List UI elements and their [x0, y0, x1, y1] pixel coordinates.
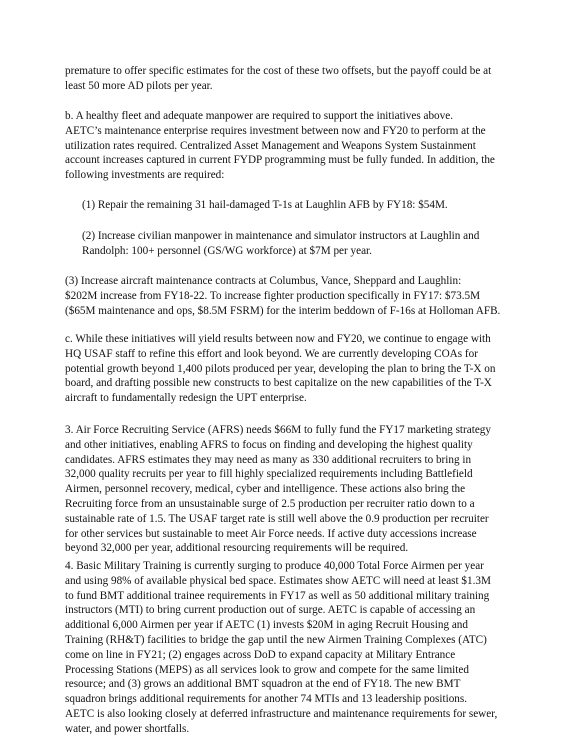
paragraph-4-bmt: 4. Basic Military Training is currently surging to produce 40,000 Total Force Airmen per year and using 98% of available physical bed space. Estimates show AETC will need at least $1.3M to fund BMT additional trainee requirements in FY17 as well as 50 additional military training instructors (MTI) to bring current production out of surge. AETC is capable of accessing an additional 6,000 Airmen per year if AETC (1) invests $20M in aging Recruit Housing and Training (RH&T) facilities to bridge the gap until the new Airmen Training Complexes (ATC) come on line in FY21; (2) engages across DoD to expand capacity at Military Entrance Processing Stations (MEPS) as all services look to grow and compete for the same limited resource; and (3) grows an additional BMT squadron at the end of FY18. The new BMT squadron brings additional requirements for another 74 MTIs and 13 leadership positions. AETC is also looking closely at deferred infrastructure and maintenance requirements for sewer, water, and power shortfalls. — [65, 560, 498, 735]
paragraph-b-maintenance: b. A healthy fleet and adequate manpower are required to support the initiatives above. AETC’s maintenance enterprise requires investment between now and FY20 to perform at the utilization rates required. Centralized Asset Management and Weapons System Sustainment account increases captured in current FYDP programming must be fully funded. In addition, the following investments are required: — [65, 110, 495, 182]
paragraph-continuation: premature to offer specific estimates for the cost of these two offsets, but the payoff could be at least 50 more AD pilots per year. — [65, 65, 492, 92]
list-item-1: (1) Repair the remaining 31 hail-damaged T-1s at Laughlin AFB by FY18: $54M. — [82, 199, 448, 211]
list-item-3: (3) Increase aircraft maintenance contracts at Columbus, Vance, Sheppard and Laughlin: $202M increase from FY18-22. To increase fighter production specifically in FY17: $73.5M ($65M maintenance and ops, $8.5M FSRM) for the interim beddown of F-16s at Holloman AFB. — [65, 275, 501, 317]
paragraph-c-growth: c. While these initiatives will yield results between now and FY20, we continue to engage with HQ USAF staff to refine this effort and look beyond. We are currently developing COAs for potential growth beyond 1,400 pilots produced per year, developing the plan to bring the T-X on board, and drafting possible new constructs to best capitalize on the new capabilities of the T-X aircraft to fundamentally redesign the UPT enterprise. — [65, 333, 496, 405]
list-item-2: (2) Increase civilian manpower in maintenance and simulator instructors at Laughlin and Randolph: 100+ personnel (GS/WG workforce) at $7M per year. — [82, 230, 480, 257]
paragraph-3-recruiting: 3. Air Force Recruiting Service (AFRS) needs $66M to fully fund the FY17 marketing strategy and other initiatives, enabling AFRS to focus on finding and developing the highest quality candidates. AFRS estimates they may need as many as 330 additional recruiters to bring in 32,000 quality recruits per year to fill highly specialized requirements including Battlefield Airmen, personnel recovery, medical, cyber and intelligence. These actions also bring the Recruiting force from an unsustainable surge of 2.5 production per recruiter ratio down to a sustainable rate of 1.5. The USAF target rate is still well above the 0.9 production per recruiter for other services but sustainable to meet Air Force needs. If active duty accessions increase beyond 32,000 per year, additional resourcing requirements will be required. — [65, 424, 491, 555]
